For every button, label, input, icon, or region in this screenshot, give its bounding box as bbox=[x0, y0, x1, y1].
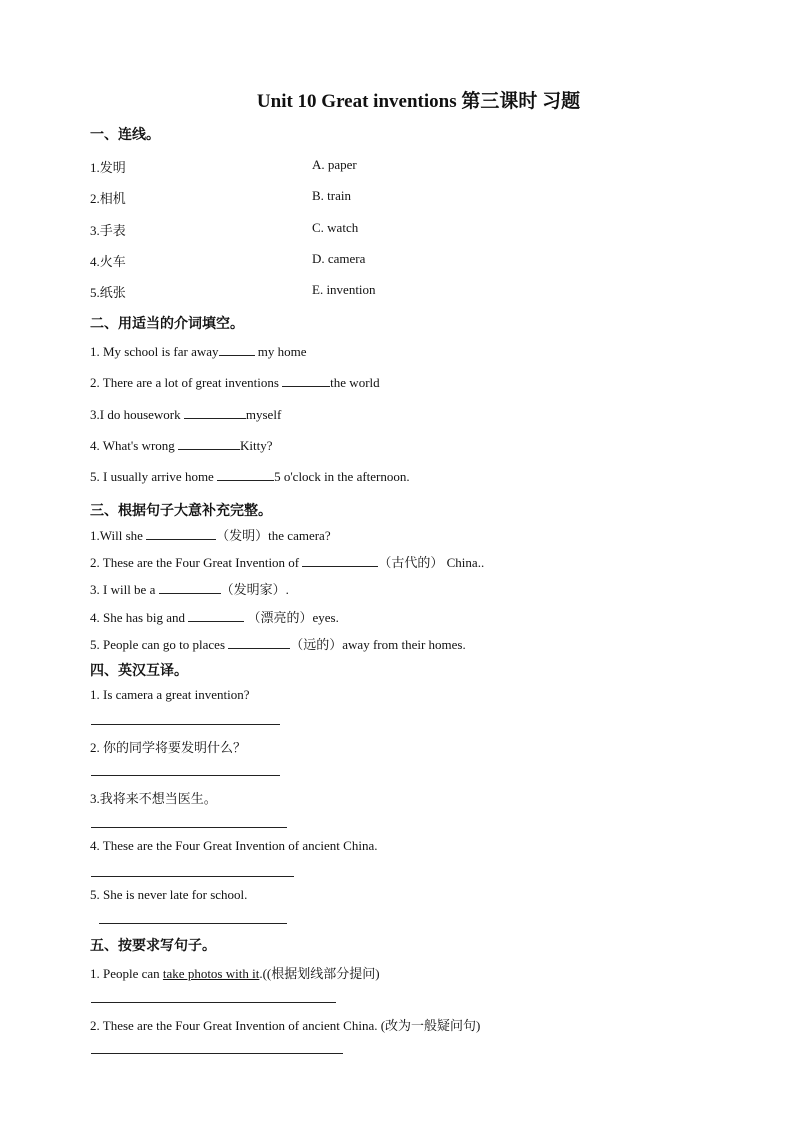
match-right-item: C. watch bbox=[312, 220, 359, 235]
section-1-heading: 一、连线。 bbox=[90, 128, 160, 143]
question-text: Kitty? bbox=[240, 438, 273, 453]
question-line bbox=[90, 438, 273, 454]
match-left-item: 4.火车 bbox=[90, 254, 126, 269]
section-4-heading: 四、英汉互译。 bbox=[90, 664, 188, 679]
question-text: 4. She has big and bbox=[90, 610, 189, 625]
question-text: the world bbox=[330, 375, 380, 390]
match-left-item: 2.相机 bbox=[90, 191, 126, 206]
answer-line[interactable] bbox=[91, 827, 287, 828]
question-text: 2. These are the Four Great Invention of bbox=[90, 555, 303, 570]
answer-blank[interactable] bbox=[219, 344, 255, 356]
answer-line[interactable] bbox=[91, 724, 280, 725]
question-text: （发明）the camera? bbox=[216, 528, 331, 543]
question-text: 1. People can bbox=[90, 966, 163, 981]
answer-blank[interactable] bbox=[188, 610, 244, 622]
question-text: .((根据划线部分提问) bbox=[259, 966, 380, 981]
answer-blank[interactable] bbox=[146, 528, 216, 540]
question-text: 3.I do housework bbox=[90, 407, 184, 422]
answer-blank[interactable] bbox=[228, 637, 290, 649]
question-text: 1. My school is far away bbox=[90, 344, 219, 359]
answer-blank[interactable] bbox=[302, 555, 378, 567]
question-line bbox=[90, 344, 307, 360]
question-line bbox=[90, 552, 484, 571]
question-line bbox=[90, 525, 331, 544]
question-line bbox=[90, 469, 410, 485]
answer-blank[interactable] bbox=[217, 469, 274, 481]
question-line bbox=[90, 579, 289, 598]
answer-line[interactable] bbox=[91, 1002, 336, 1003]
answer-line[interactable] bbox=[91, 876, 294, 877]
question-text: （远的）away from their homes. bbox=[290, 637, 466, 652]
question-text: 2. These are the Four Great Invention of ancient China. (改为一般疑问句) bbox=[90, 1018, 481, 1033]
question-text: （漂亮的）eyes. bbox=[244, 610, 339, 625]
question-line bbox=[90, 407, 281, 423]
match-right-item: B. train bbox=[312, 188, 351, 203]
section-5-heading: 五、按要求写句子。 bbox=[90, 939, 216, 954]
answer-blank[interactable] bbox=[178, 438, 240, 450]
section-3-heading: 三、根据句子大意补充完整。 bbox=[90, 504, 272, 519]
question-line bbox=[90, 634, 466, 653]
question-text: 5 o'clock in the afternoon. bbox=[274, 469, 410, 484]
answer-blank[interactable] bbox=[159, 582, 221, 594]
answer-blank[interactable] bbox=[184, 407, 246, 419]
translate-question: 2. 你的同学将要发明什么？ bbox=[90, 740, 247, 755]
question-text: 5. I usually arrive home bbox=[90, 469, 218, 484]
question-text: （古代的） China.. bbox=[378, 555, 485, 570]
question-text: 2. There are a lot of great inventions bbox=[90, 375, 283, 390]
question-line bbox=[90, 375, 380, 391]
question-text: my home bbox=[254, 344, 307, 359]
question-text: 3. I will be a bbox=[90, 582, 159, 597]
translate-question: 1. Is camera a great invention? bbox=[90, 687, 250, 702]
section-2-heading: 二、用适当的介词填空。 bbox=[90, 317, 244, 332]
translate-question: 4. These are the Four Great Invention of ancient China. bbox=[90, 838, 378, 853]
question-text: 1.Will she bbox=[90, 528, 147, 543]
match-right-item: D. camera bbox=[312, 251, 366, 266]
translate-question: 5. She is never late for school. bbox=[90, 887, 248, 902]
match-left-item: 1.发明 bbox=[90, 160, 126, 175]
translate-question: 3.我将来不想当医生。 bbox=[90, 791, 217, 806]
question-text: （发明家）. bbox=[220, 582, 289, 597]
page-title: Unit 10 Great inventions 第三课时 习题 bbox=[256, 91, 581, 112]
question-text: 4. What's wrong bbox=[90, 438, 179, 453]
answer-line[interactable] bbox=[91, 775, 280, 776]
answer-line[interactable] bbox=[99, 923, 287, 924]
answer-blank[interactable] bbox=[282, 375, 330, 387]
match-left-item: 3.手表 bbox=[90, 223, 126, 238]
question-text: myself bbox=[245, 407, 282, 422]
match-left-item: 5.纸张 bbox=[90, 285, 126, 300]
match-right-item: E. invention bbox=[312, 282, 376, 297]
question-line bbox=[90, 963, 380, 982]
underlined-phrase: take photos with it bbox=[162, 966, 260, 981]
answer-line[interactable] bbox=[91, 1053, 343, 1054]
question-text: 5. People can go to places bbox=[90, 637, 229, 652]
match-right-item: A. paper bbox=[312, 157, 357, 172]
question-line bbox=[90, 607, 339, 626]
